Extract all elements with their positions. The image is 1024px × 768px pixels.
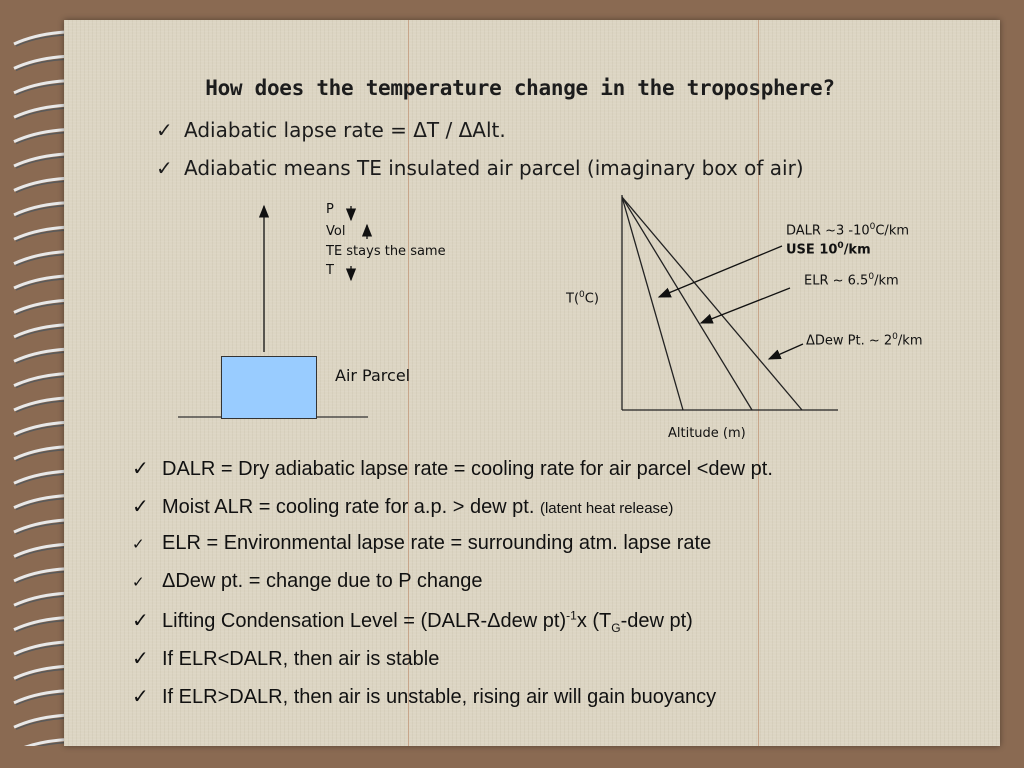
volume-label: Vol [326,224,346,239]
elr-line [622,197,752,410]
pressure-label: P [326,202,334,217]
check-icon: ✓ [132,686,149,708]
x-axis-label: Altitude (m) [668,426,746,441]
temperature-label: T [326,263,334,278]
bullet-dew-point: ✓ ΔDew pt. = change due to P change [132,570,483,592]
check-icon: ✓ [156,156,173,180]
top-bullet: ✓ Adiabatic means TE insulated air parcel (imaginary box of air) [156,156,804,180]
check-icon: ✓ [132,574,145,591]
energy-label: TE stays the same [326,244,446,259]
dew-pointer-arrow [769,344,803,359]
bullet-lcl: ✓ Lifting Condensation Level = (DALR-Δdew pt)$^{-1}$x ($T_G$-dew pt) [132,608,693,635]
top-bullet: ✓ Adiabatic lapse rate = ΔT / ΔAlt. [156,118,506,142]
bullet-stable: ✓ If ELR<DALR, then air is stable [132,648,440,670]
air-parcel-label: Air Parcel [335,366,411,385]
elr-label: ELR ~ $6.5^0/km$ [804,272,899,289]
y-axis-label: T($^0$C) [566,290,599,307]
dalr-label: DALR ~3 $-10^0C/km$ [786,222,910,239]
bullet-unstable: ✓ If ELR>DALR, then air is unstable, rising air will gain buoyancy [132,686,717,708]
check-icon: ✓ [132,648,149,670]
dew-point-label: ΔDew Pt. ~ $2^0/km$ [806,332,923,349]
slide-title: How does the temperature change in the troposphere? [205,76,835,100]
dalr-use-label: USE $10^0/km$ [786,241,871,258]
check-icon: ✓ [132,536,145,553]
check-icon: ✓ [132,458,149,480]
dalr-pointer-arrow [659,246,782,297]
check-icon: ✓ [132,496,149,518]
air-parcel-box [221,356,317,419]
bullet-moist-alr: ✓ Moist ALR = cooling rate for a.p. > dew pt. (latent heat release) [132,496,674,518]
dew-line [622,197,802,410]
bullet-elr: ✓ ELR = Environmental lapse rate = surrounding atm. lapse rate [132,532,712,554]
dalr-line [622,197,683,410]
check-icon: ✓ [132,610,149,632]
check-icon: ✓ [156,118,173,142]
bullet-dalr: ✓ DALR = Dry adiabatic lapse rate = cooling rate for air parcel <dew pt. [132,458,773,480]
